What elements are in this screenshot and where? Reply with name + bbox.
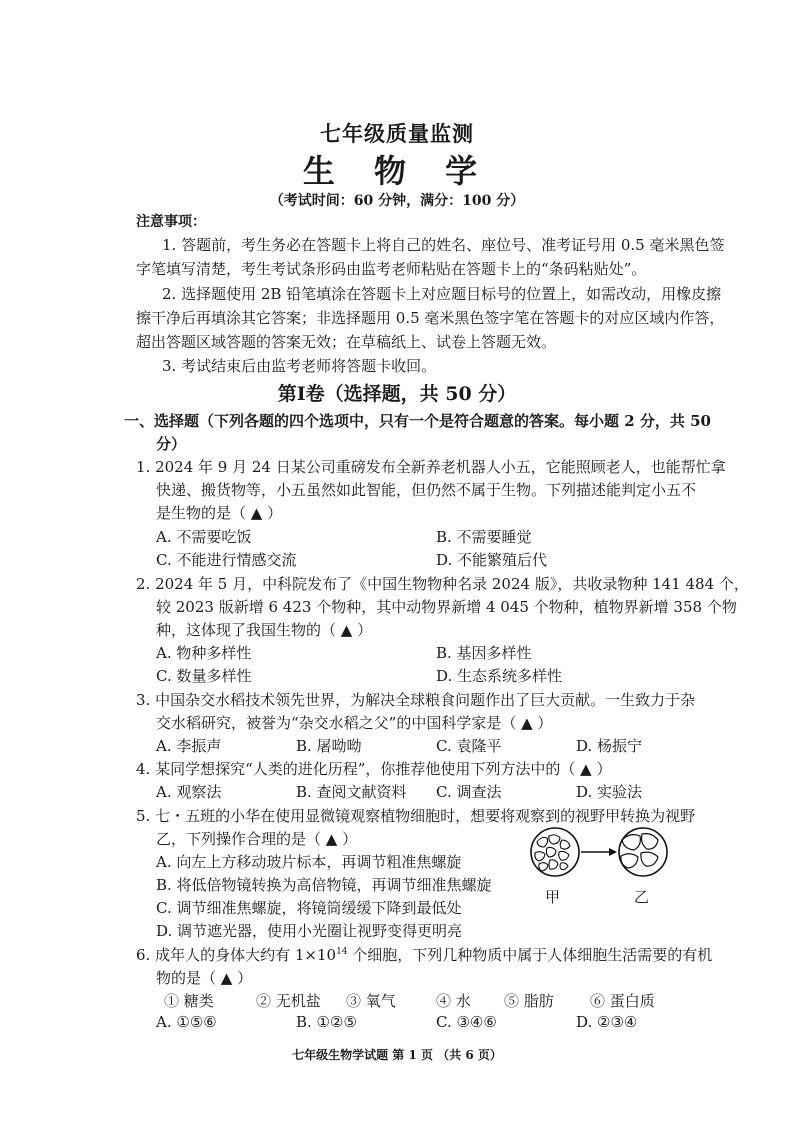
- question-5-line: 乙，下列操作合理的是（ ▲ ）: [156, 830, 358, 848]
- subject-title: 生 物 学: [302, 152, 492, 190]
- notice-line: 3. 考试结束后由监考老师将答题卡收回。: [162, 357, 437, 375]
- notice-line: 字笔填写清楚，考生考试条形码由监考老师粘贴在答题卡上的“条码粘贴处”。: [136, 260, 647, 278]
- question-2-line: 较 2023 版新增 6 423 个物种，其中动物界新增 4 045 个物种，植物界新增 358 个物: [156, 598, 737, 616]
- question-6-option-c: C. ③④⑥: [436, 1013, 497, 1031]
- question-6-item: ⑥ 蛋白质: [590, 992, 655, 1010]
- notice-line: 擦干净后再填涂其它答案；非选择题用 0.5 毫米黑色签字笔在答题卡的对应区域内作答，: [136, 309, 725, 327]
- notice-line: 超出答题区域答题的答案无效；在草稿纸上、试卷上答题无效。: [136, 333, 557, 351]
- question-5-option-c: C. 调节细准焦螺旋，将镜筒缓缓下降到最低处: [156, 899, 462, 917]
- question-6-option-b: B. ①②⑤: [296, 1013, 357, 1031]
- question-1-option-b: B. 不需要睡觉: [436, 528, 532, 546]
- question-3-line: 3. 中国杂交水稻技术领先世界，为解决全球粮食问题作出了巨大贡献。一生致力于杂: [136, 691, 696, 709]
- view-yi-circle: [619, 828, 667, 876]
- question-1-line: 快递、搬货物等，小五虽然如此智能，但仍然不属于生物。下列描述能判定小五不: [156, 481, 697, 499]
- question-6-text-post: 个细胞，下列几种物质中属于人体细胞生活需要的有机: [347, 946, 713, 964]
- question-2-option-c: C. 数量多样性: [156, 667, 252, 685]
- section-instruction: 一、选择题（下列各题的四个选项中，只有一个是符合题意的答案。每小题 2 分，共 50: [124, 412, 711, 430]
- notice-line: 2. 选择题使用 2B 铅笔填涂在答题卡上对应题目标号的位置上，如需改动，用橡皮擦: [162, 285, 722, 303]
- section-instruction: 分）: [156, 435, 187, 453]
- question-6-item: ① 糖类: [164, 992, 214, 1010]
- question-6-exponent: 14: [336, 947, 348, 957]
- question-5-line: 5. 七・五班的小华在使用显微镜观察植物细胞时，想要将观察到的视野甲转换为视野: [136, 807, 696, 825]
- question-1-option-c: C. 不能进行情感交流: [156, 551, 297, 569]
- question-6-text-pre: 6. 成年人的身体大约有 1×10: [136, 946, 337, 964]
- question-1-line: 1. 2024 年 9 月 24 日某公司重磅发布全新养老机器人小五，它能照顾老人，也能帮忙拿: [136, 458, 726, 476]
- question-3-option-a: A. 李振声: [156, 737, 222, 755]
- question-5-option-d: D. 调节遮光器，使用小光圈让视野变得更明亮: [156, 922, 463, 940]
- question-6-line: [136, 944, 712, 965]
- question-6-line: 物的是（ ▲ ）: [156, 969, 253, 987]
- question-3-option-b: B. 屠呦呦: [296, 737, 362, 755]
- question-5-option-b: B. 将低倍物镜转换为高倍物镜，再调节细准焦螺旋: [156, 876, 492, 894]
- question-2-line: 2. 2024 年 5 月，中科院发布了《中国生物物种名录 2024 版》，共收录物种 141 484 个，: [136, 575, 749, 593]
- figure-label-yi: 乙: [634, 888, 650, 906]
- notice-line: 1. 答题前，考生务必在答题卡上将自己的姓名、座位号、准考证号用 0.5 毫米黑色签: [162, 236, 725, 254]
- question-4-option-a: A. 观察法: [156, 783, 222, 801]
- question-6-item: ③ 氧气: [346, 992, 396, 1010]
- question-6-item: ④ 水: [436, 992, 471, 1010]
- question-6-item: ⑤ 脂肪: [504, 992, 554, 1010]
- question-4-line: 4. 某同学想探究“人类的进化历程”，你推荐他使用下列方法中的（ ▲ ）: [136, 760, 612, 778]
- question-1-option-d: D. 不能繁殖后代: [436, 551, 548, 569]
- question-2-option-d: D. 生态系统多样性: [436, 667, 563, 685]
- arrow-icon: [581, 848, 617, 856]
- question-2-option-a: A. 物种多样性: [156, 644, 252, 662]
- question-5-option-a: A. 向左上方移动玻片标本，再调节粗准焦螺旋: [156, 853, 462, 871]
- question-4-option-c: C. 调查法: [436, 783, 502, 801]
- question-3-line: 交水稻研究，被誉为“杂交水稻之父”的中国科学家是（ ▲ ）: [156, 714, 553, 732]
- question-1-option-a: A. 不需要吃饭: [156, 528, 252, 546]
- view-jia-circle: [531, 828, 579, 876]
- exam-info: （考试时间：60 分钟，满分：100 分）: [269, 193, 525, 209]
- page-footer: 七年级生物学试题 第 1 页 （共 6 页）: [292, 1048, 502, 1062]
- question-2-option-b: B. 基因多样性: [436, 644, 532, 662]
- question-4-option-b: B. 查阅文献资料: [296, 783, 407, 801]
- question-3-option-d: D. 杨振宁: [576, 737, 643, 755]
- question-6-option-d: D. ②③④: [576, 1013, 638, 1031]
- question-1-line: 是生物的是（ ▲ ）: [156, 504, 283, 522]
- figure-label-jia: 甲: [545, 888, 561, 906]
- notice-heading: 注意事项：: [136, 214, 206, 230]
- question-6-option-a: A. ①⑤⑥: [156, 1013, 217, 1031]
- microscope-views-figure: [525, 826, 675, 880]
- question-4-option-d: D. 实验法: [576, 783, 643, 801]
- section-title: 第Ⅰ卷（选择题，共 50 分）: [277, 383, 517, 405]
- exam-title: 七年级质量监测: [320, 121, 474, 146]
- question-2-line: 种，这体现了我国生物的（ ▲ ）: [156, 621, 373, 639]
- question-3-option-c: C. 袁隆平: [436, 737, 502, 755]
- question-6-item: ② 无机盐: [256, 992, 321, 1010]
